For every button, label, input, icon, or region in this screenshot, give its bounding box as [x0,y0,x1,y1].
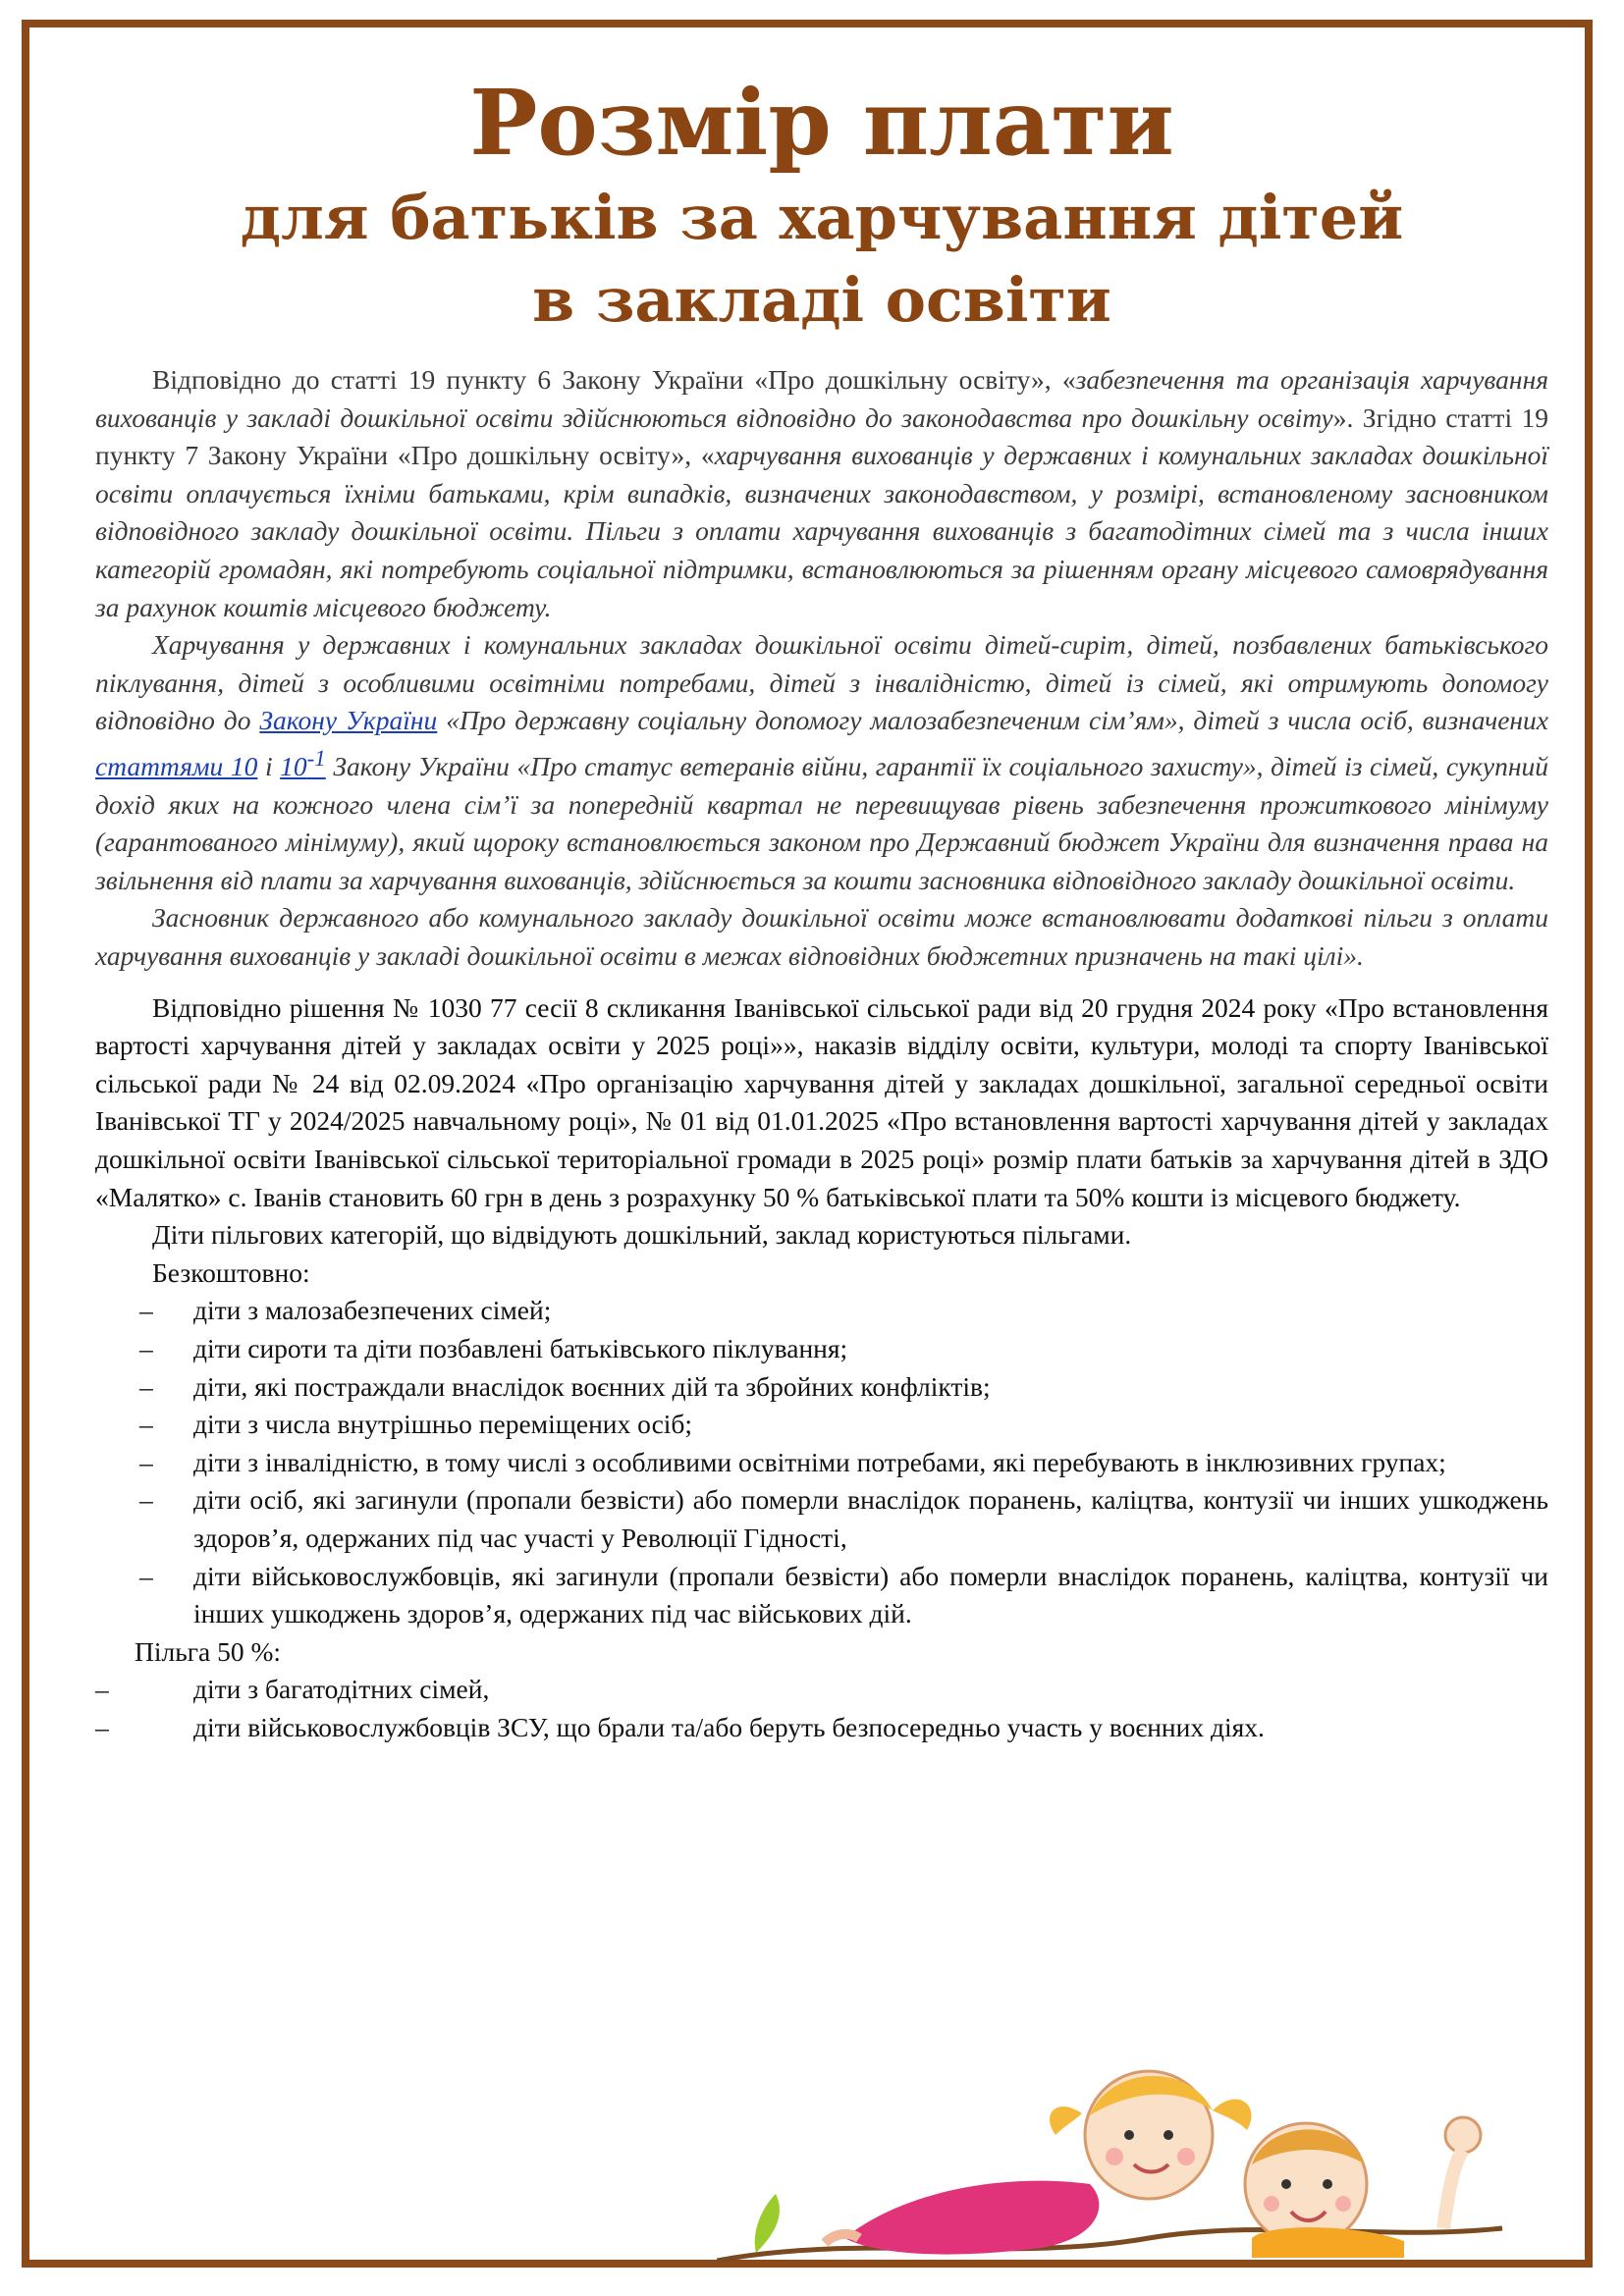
paragraph-free-meals-categories: Харчування у державних і комунальних закладах дошкільної освіти дітей-сиріт, дітей, позбавлених батьківського піклування, дітей з особливими освітніми потребами, дітей з інвалідністю, дітей із сімей, які отримують допомогу відповідно до Закону України «Про державну соціальну допомогу малозабезпеченим сім’ям», дітей з числа осіб, визначених статтями 10 і 10$^{-1}$ Закону України «Про статус ветеранів війни, гарантії їх соціального захисту», дітей із сімей, сукупний дохід яких на кожного члена сім’ї за попередній квартал не перевищував рівень забезпечення прожиткового мінімуму (гарантованого мінімуму), який щороку встановлюється законом про Державний бюджет України для визначення права на звільнення від плати за харчування вихованців, здійснюється за кошти засновника відповідного закладу дошкільної освіти. [95,629,1549,895]
list-item: – діти сироти та діти позбавлені батьківського піклування; [139,1333,848,1363]
page-subtitle-line2: в закладі освіти [532,264,1111,336]
leaf-icon [755,2194,780,2253]
paragraph-decision: Відповідно рішення № 1030 77 сесії 8 скликання Іванівської сільської ради від 20 грудня 2024 року «Про встановлення вартості харчування дітей у закладах освіти у 2025 році»», наказів відділу освіти, культури, молоді та спорту Іванівської сільської ради № 24 від 02.09.2024 «Про організацію харчування дітей у закладах дошкільної, загальної середньої освіти Іванівської ТГ у 2024/2025 навчальному році», № 01 від 01.01.2025 «Про встановлення вартості харчування дітей у закладах дошкільної освіти Іванівської сільської територіальної громади в 2025 році» розмір плати батьків за харчування дітей в ЗДО «Малятко» с. Іванів становить 60 грн в день з розрахунку 50 % батьківської плати та 50% кошти із місцевого бюджету. [95,991,1548,1212]
page-title: Розмір плати [469,70,1174,176]
children-illustration [717,2066,1522,2263]
paragraph-additional-benefits: Засновник державного або комунального закладу дошкільної освіти може встановлювати додаткові пільги з оплати харчування вихованців у закладі дошкільної освіти в межах відповідних бюджетних призначень на такі цілі». [95,902,1548,972]
list-item: – діти військовослужбовців ЗСУ, що брали та/або беруть безпосередньо участь у воєнних діях. [95,1711,1265,1742]
list-item: – діти з інвалідністю, в тому числі з особливими освітніми потребами, які перебувають в інклюзивних групах; [139,1446,1446,1477]
list-item: – діти військовослужбовців, які загинули (пропали безвісти) або померли внаслідок поранень, каліцтва, контузії чи інших ушкоджень здоров’я, одержаних під час військових дій. [139,1560,1548,1629]
quote-article-7: харчування вихованців у державних і комунальних закладах дошкільної освіти оплачується їхніми батьками, крім випадків, визначених законодавством, у розмірі, встановленому засновником відповідного закладу дошкільної освіти. Пільги з оплати харчування вихованців з багатодітних сімей та з числа інших категорій громадян, які потребують соціальної підтримки, встановлюються за рішенням органу місцевого самоврядування за рахунок коштів місцевого бюджету. [95,440,1548,622]
list-item: – діти з малозабезпечених сімей; [139,1295,552,1326]
paragraph-benefit-categories: Діти пільгових категорій, що відвідують дошкільний, заклад користуються пільгами. [152,1219,1132,1251]
list-item: – діти з багатодітних сімей, [95,1674,490,1705]
document-body [95,69,1548,1747]
paragraph-law-article: Відповідно до статті 19 пункту 6 Закону України «Про дошкільну освіту», «забезпечення та організація харчування вихованців у закладі дошкільної освіти здійснюються відповідно до законодавства про дошкільну освіту». Згідно статті 19 пункту 7 Закону України «Про дошкільну освіту», «харчування вихованців у державних і комунальних закладах дошкільної освіти оплачується їхніми батьками, крім випадків, визначених законодавством, у розмірі, встановленому засновником відповідного закладу дошкільної освіти. Пільги з оплати харчування вихованців з багатодітних сімей та з числа інших категорій громадян, які потребують соціальної підтримки, встановлюються за рішенням органу місцевого самоврядування за рахунок коштів місцевого бюджету. [95,364,1548,622]
free-list [95,1292,1548,1632]
list-item: – діти осіб, які загинули (пропали безвісти) або померли внаслідок поранень, каліцтва, контузії чи інших ушкоджень здоров’я, одержаних під час участі у Революції Гідності, [139,1484,1548,1553]
half-list [95,1671,1548,1746]
quote-article-6: забезпечення та організація харчування вихованців у закладі дошкільної освіти здійснюються відповідно до законодавства про дошкільну освіту [95,364,1548,433]
list-item: – діти, які постраждали внаслідок воєнних дій та збройних конфліктів; [139,1370,991,1402]
link-law-ukraine[interactable]: Закону України [259,705,438,736]
free-label: Безкоштовно: [152,1256,310,1288]
list-item: – діти з числа внутрішньо переміщених осіб; [139,1409,693,1440]
girl-dress [844,2181,1099,2255]
link-article-10[interactable]: статтями 10 [95,751,258,782]
link-article-10-1[interactable]: 10$^{-1}$ [280,745,326,782]
half-label: Пільга 50 %: [135,1635,282,1667]
page-subtitle-line1: для батьків за харчування дітей [240,182,1404,253]
